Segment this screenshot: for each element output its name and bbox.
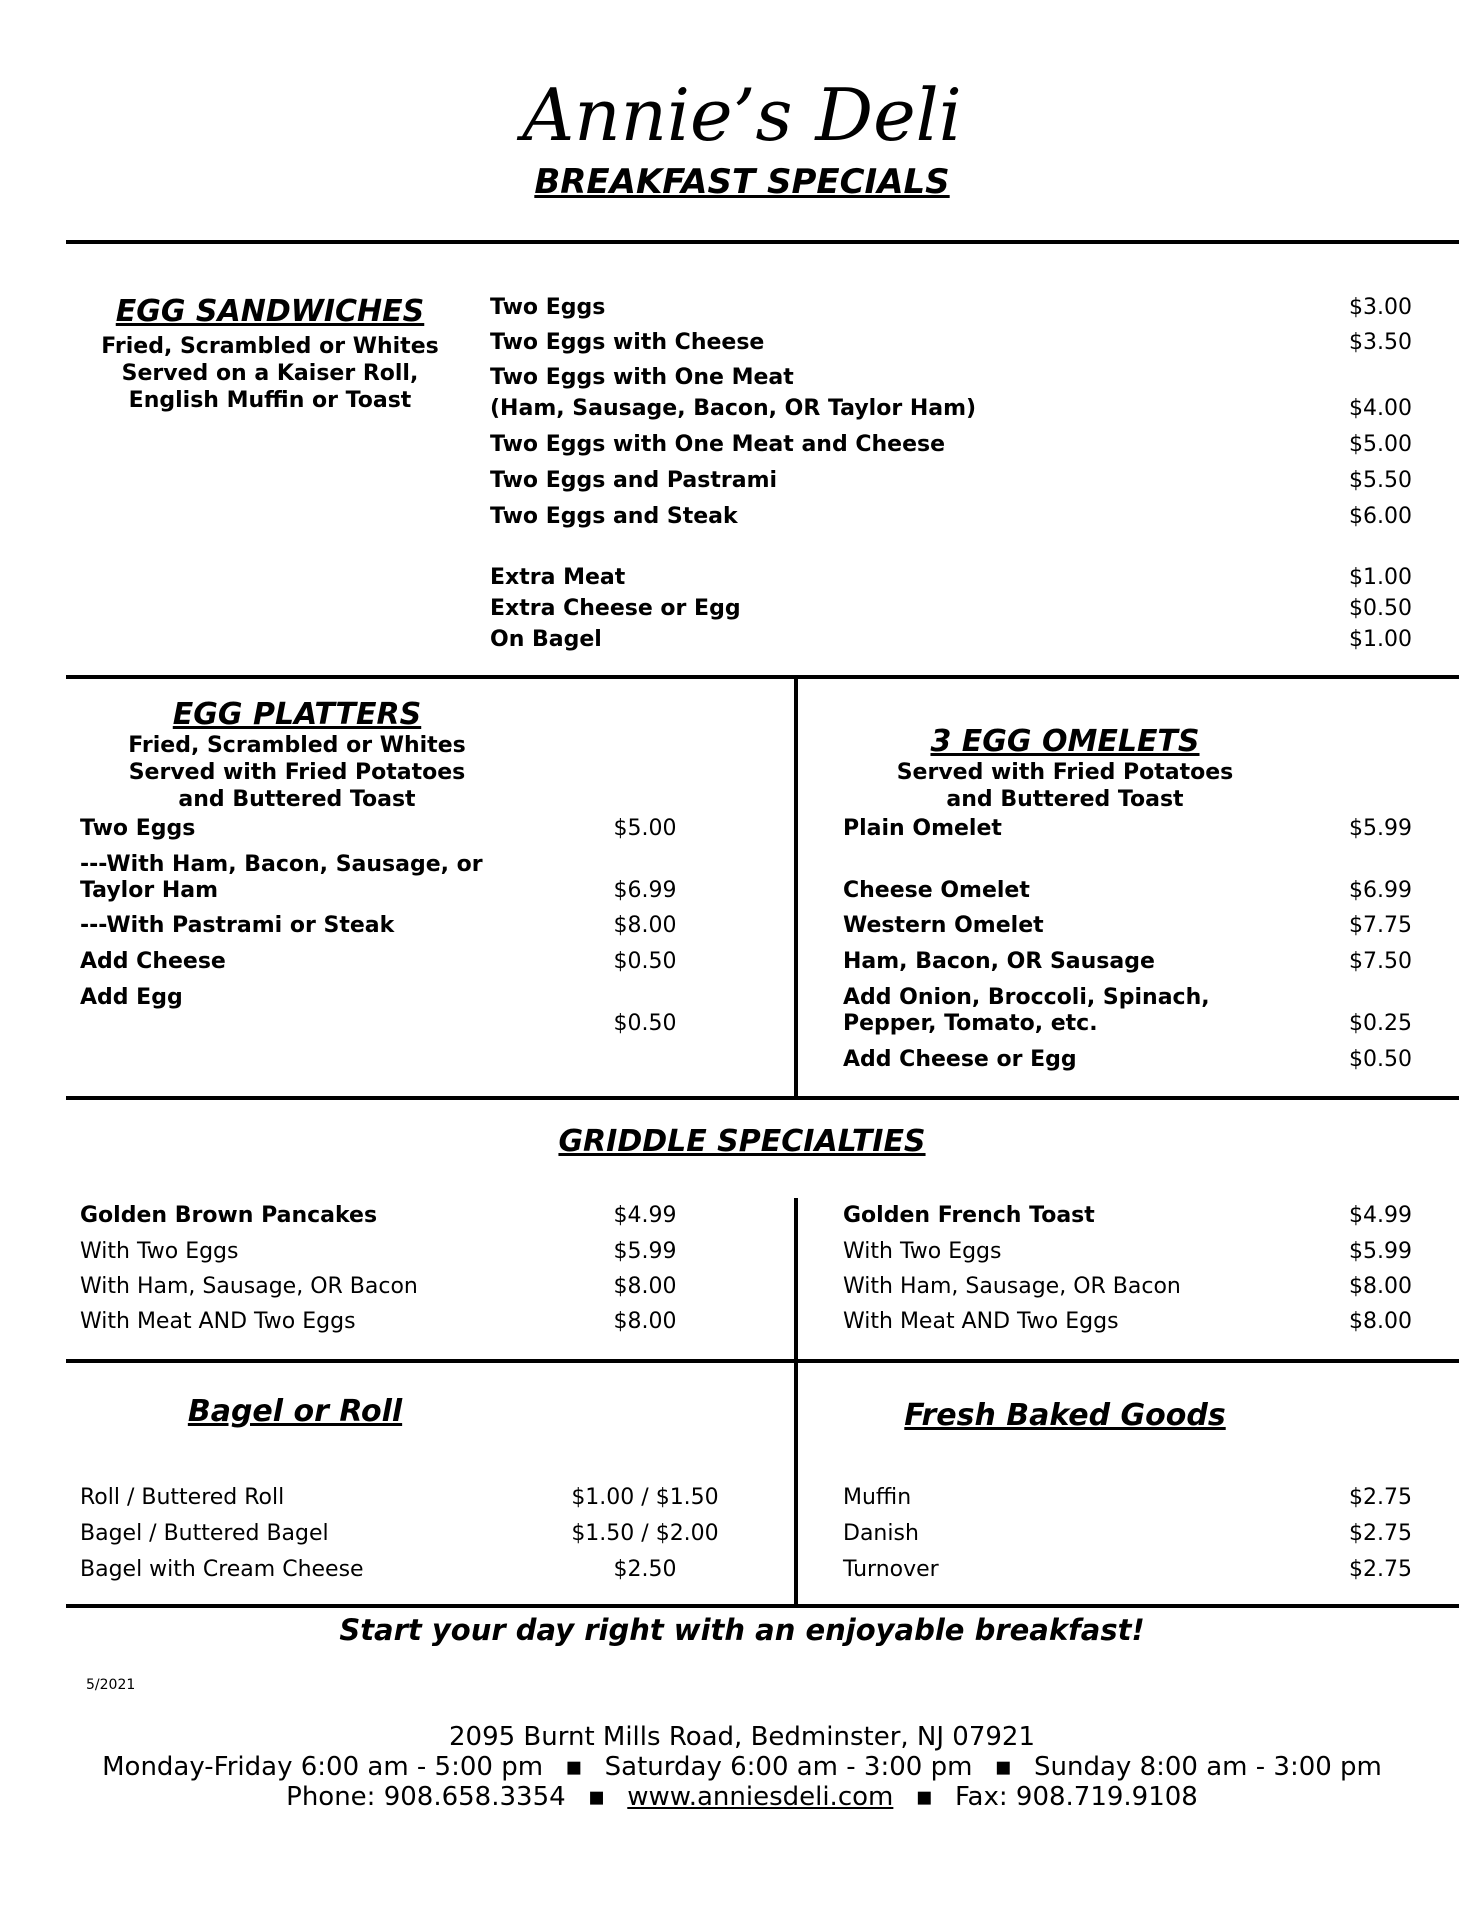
hours-weekday: Monday-Friday 6:00 am - 5:00 pm bbox=[102, 1752, 544, 1782]
extra-item-name: On Bagel bbox=[490, 627, 602, 652]
menu-item-name: Two Eggs with Cheese bbox=[490, 330, 765, 355]
column-divider bbox=[794, 1198, 798, 1608]
menu-item-price: $8.00 bbox=[1349, 1274, 1412, 1299]
menu-item-price: $6.99 bbox=[613, 878, 677, 903]
menu-item-name: Two Eggs and Pastrami bbox=[490, 468, 778, 493]
menu-item-price: $5.00 bbox=[613, 816, 677, 841]
menu-item-name: Cheese Omelet bbox=[843, 878, 1030, 903]
separator: ▪ bbox=[994, 1752, 1013, 1782]
menu-item-name: Two Eggs with One Meat and Cheese bbox=[490, 432, 946, 457]
menu-item-price: $5.99 bbox=[1349, 1239, 1412, 1264]
menu-item-price: $4.99 bbox=[1349, 1203, 1412, 1228]
menu-item-name: Two Eggs bbox=[80, 816, 196, 841]
hours-sunday: Sunday 8:00 am - 3:00 pm bbox=[1034, 1752, 1382, 1782]
extra-item-price: $1.00 bbox=[1349, 627, 1412, 652]
divider bbox=[66, 1604, 1459, 1608]
menu-item-price: $4.00 bbox=[1349, 396, 1412, 421]
menu-item-price: $3.00 bbox=[1349, 295, 1412, 320]
hours bbox=[0, 1751, 1484, 1783]
menu-item-price: $1.50 / $2.00 bbox=[571, 1521, 719, 1546]
griddle-heading: GRIDDLE SPECIALTIES bbox=[558, 1124, 926, 1159]
menu-item-name: Roll / Buttered Roll bbox=[80, 1485, 285, 1510]
separator: ▪ bbox=[587, 1782, 606, 1812]
menu-item-detail: Taylor Ham bbox=[80, 878, 219, 903]
menu-item-price: $0.50 bbox=[613, 1011, 677, 1036]
menu-item-name: Add Egg bbox=[80, 985, 183, 1010]
separator: ▪ bbox=[915, 1782, 933, 1812]
divider bbox=[66, 1096, 1459, 1100]
address: 2095 Burnt Mills Road, Bedminster, NJ 07921 bbox=[448, 1722, 1035, 1752]
hours-saturday: Saturday 6:00 am - 3:00 pm bbox=[604, 1752, 973, 1782]
menu-item-price: $2.75 bbox=[1349, 1557, 1412, 1582]
phone-number: Phone: 908.658.3354 bbox=[286, 1782, 566, 1812]
menu-item-name: Add Cheese or Egg bbox=[843, 1047, 1077, 1072]
extra-item-name: Extra Meat bbox=[490, 565, 626, 590]
menu-item-name: Muffin bbox=[843, 1485, 912, 1510]
menu-item-price: $7.75 bbox=[1349, 913, 1412, 938]
menu-item-name: Golden French Toast bbox=[843, 1203, 1095, 1228]
menu-item-name: With Two Eggs bbox=[843, 1239, 1002, 1264]
menu-item-name: Bagel with Cream Cheese bbox=[80, 1557, 364, 1582]
menu-item-price: $8.00 bbox=[613, 1274, 677, 1299]
menu-item-detail: (Ham, Sausage, Bacon, OR Taylor Ham) bbox=[490, 396, 977, 421]
menu-item-price: $2.75 bbox=[1349, 1521, 1412, 1546]
menu-item-price: $2.50 bbox=[613, 1557, 677, 1582]
menu-item-detail: Pepper, Tomato, etc. bbox=[843, 1011, 1098, 1036]
menu-item-price: $0.50 bbox=[1349, 1047, 1412, 1072]
menu-subtitle: BREAKFAST SPECIALS bbox=[534, 162, 950, 202]
menu-item-price: $2.75 bbox=[1349, 1485, 1412, 1510]
menu-item-name: Golden Brown Pancakes bbox=[80, 1203, 378, 1228]
menu-item-name: Danish bbox=[843, 1521, 919, 1546]
menu-item-price: $5.00 bbox=[1349, 432, 1412, 457]
menu-item-price: $3.50 bbox=[1349, 330, 1412, 355]
menu-item-name: ---With Pastrami or Steak bbox=[80, 913, 395, 938]
divider bbox=[66, 240, 1459, 244]
egg-sandwiches-desc: Fried, Scrambled or Whites Served on a Kaiser Roll, English Muffin or Toast bbox=[101, 334, 439, 413]
menu-item-name: Add Cheese bbox=[80, 949, 226, 974]
extra-item-name: Extra Cheese or Egg bbox=[490, 596, 741, 621]
egg-sandwiches-heading: EGG SANDWICHES bbox=[115, 294, 425, 329]
website-link[interactable]: www.anniesdeli.com bbox=[627, 1782, 894, 1812]
menu-item-name: With Ham, Sausage, OR Bacon bbox=[843, 1274, 1181, 1299]
menu-item-price: $8.00 bbox=[1349, 1309, 1412, 1334]
egg-platters-desc: Fried, Scrambled or Whites Served with Fried Potatoes and Buttered Toast bbox=[128, 733, 466, 812]
menu-item-price: $5.50 bbox=[1349, 468, 1412, 493]
menu-item-name: Two Eggs with One Meat bbox=[490, 365, 794, 390]
menu-item-price: $1.00 / $1.50 bbox=[571, 1485, 719, 1510]
menu-item-price: $4.99 bbox=[613, 1203, 677, 1228]
contact-line bbox=[0, 1781, 1484, 1813]
fax-number: Fax: 908.719.9108 bbox=[954, 1782, 1198, 1812]
menu-item-name: Add Onion, Broccoli, Spinach, bbox=[843, 985, 1210, 1010]
omelets-desc: Served with Fried Potatoes and Buttered Toast bbox=[896, 760, 1234, 812]
column-divider bbox=[794, 675, 798, 1100]
separator: ▪ bbox=[565, 1752, 583, 1782]
menu-item-price: $6.00 bbox=[1349, 504, 1412, 529]
menu-item-price: $0.50 bbox=[613, 949, 677, 974]
menu-item-name: With Two Eggs bbox=[80, 1239, 239, 1264]
revision-date: 5/2021 bbox=[86, 1677, 136, 1693]
menu-item-price: $8.00 bbox=[613, 1309, 677, 1334]
menu-item-price: $5.99 bbox=[1349, 816, 1412, 841]
deli-name: Annie’s Deli bbox=[522, 73, 962, 157]
divider bbox=[66, 675, 1459, 679]
menu-item-name: Bagel / Buttered Bagel bbox=[80, 1521, 329, 1546]
menu-item-name: With Meat AND Two Eggs bbox=[843, 1309, 1119, 1334]
extra-item-price: $0.50 bbox=[1349, 596, 1412, 621]
baked-goods-heading: Fresh Baked Goods bbox=[904, 1398, 1226, 1433]
menu-item-price: $0.25 bbox=[1349, 1011, 1412, 1036]
egg-platters-heading: EGG PLATTERS bbox=[172, 697, 422, 732]
menu-item-name: With Meat AND Two Eggs bbox=[80, 1309, 356, 1334]
menu-item-price: $7.50 bbox=[1349, 949, 1412, 974]
menu-item-name: Two Eggs bbox=[490, 295, 606, 320]
menu-item-name: ---With Ham, Bacon, Sausage, or bbox=[80, 852, 483, 877]
menu-item-name: Ham, Bacon, OR Sausage bbox=[843, 949, 1155, 974]
menu-item-name: With Ham, Sausage, OR Bacon bbox=[80, 1274, 418, 1299]
tagline: Start your day right with an enjoyable breakfast! bbox=[339, 1613, 1145, 1647]
menu-item-price: $8.00 bbox=[613, 913, 677, 938]
menu-item-name: Two Eggs and Steak bbox=[490, 504, 738, 529]
omelets-heading: 3 EGG OMELETS bbox=[930, 724, 1200, 759]
bagel-heading: Bagel or Roll bbox=[187, 1394, 403, 1429]
menu-item-name: Western Omelet bbox=[843, 913, 1044, 938]
divider bbox=[66, 1359, 1459, 1363]
extra-item-price: $1.00 bbox=[1349, 565, 1412, 590]
menu-item-name: Plain Omelet bbox=[843, 816, 1002, 841]
menu-item-price: $5.99 bbox=[613, 1239, 677, 1264]
menu-item-name: Turnover bbox=[843, 1557, 939, 1582]
menu-item-price: $6.99 bbox=[1349, 878, 1412, 903]
